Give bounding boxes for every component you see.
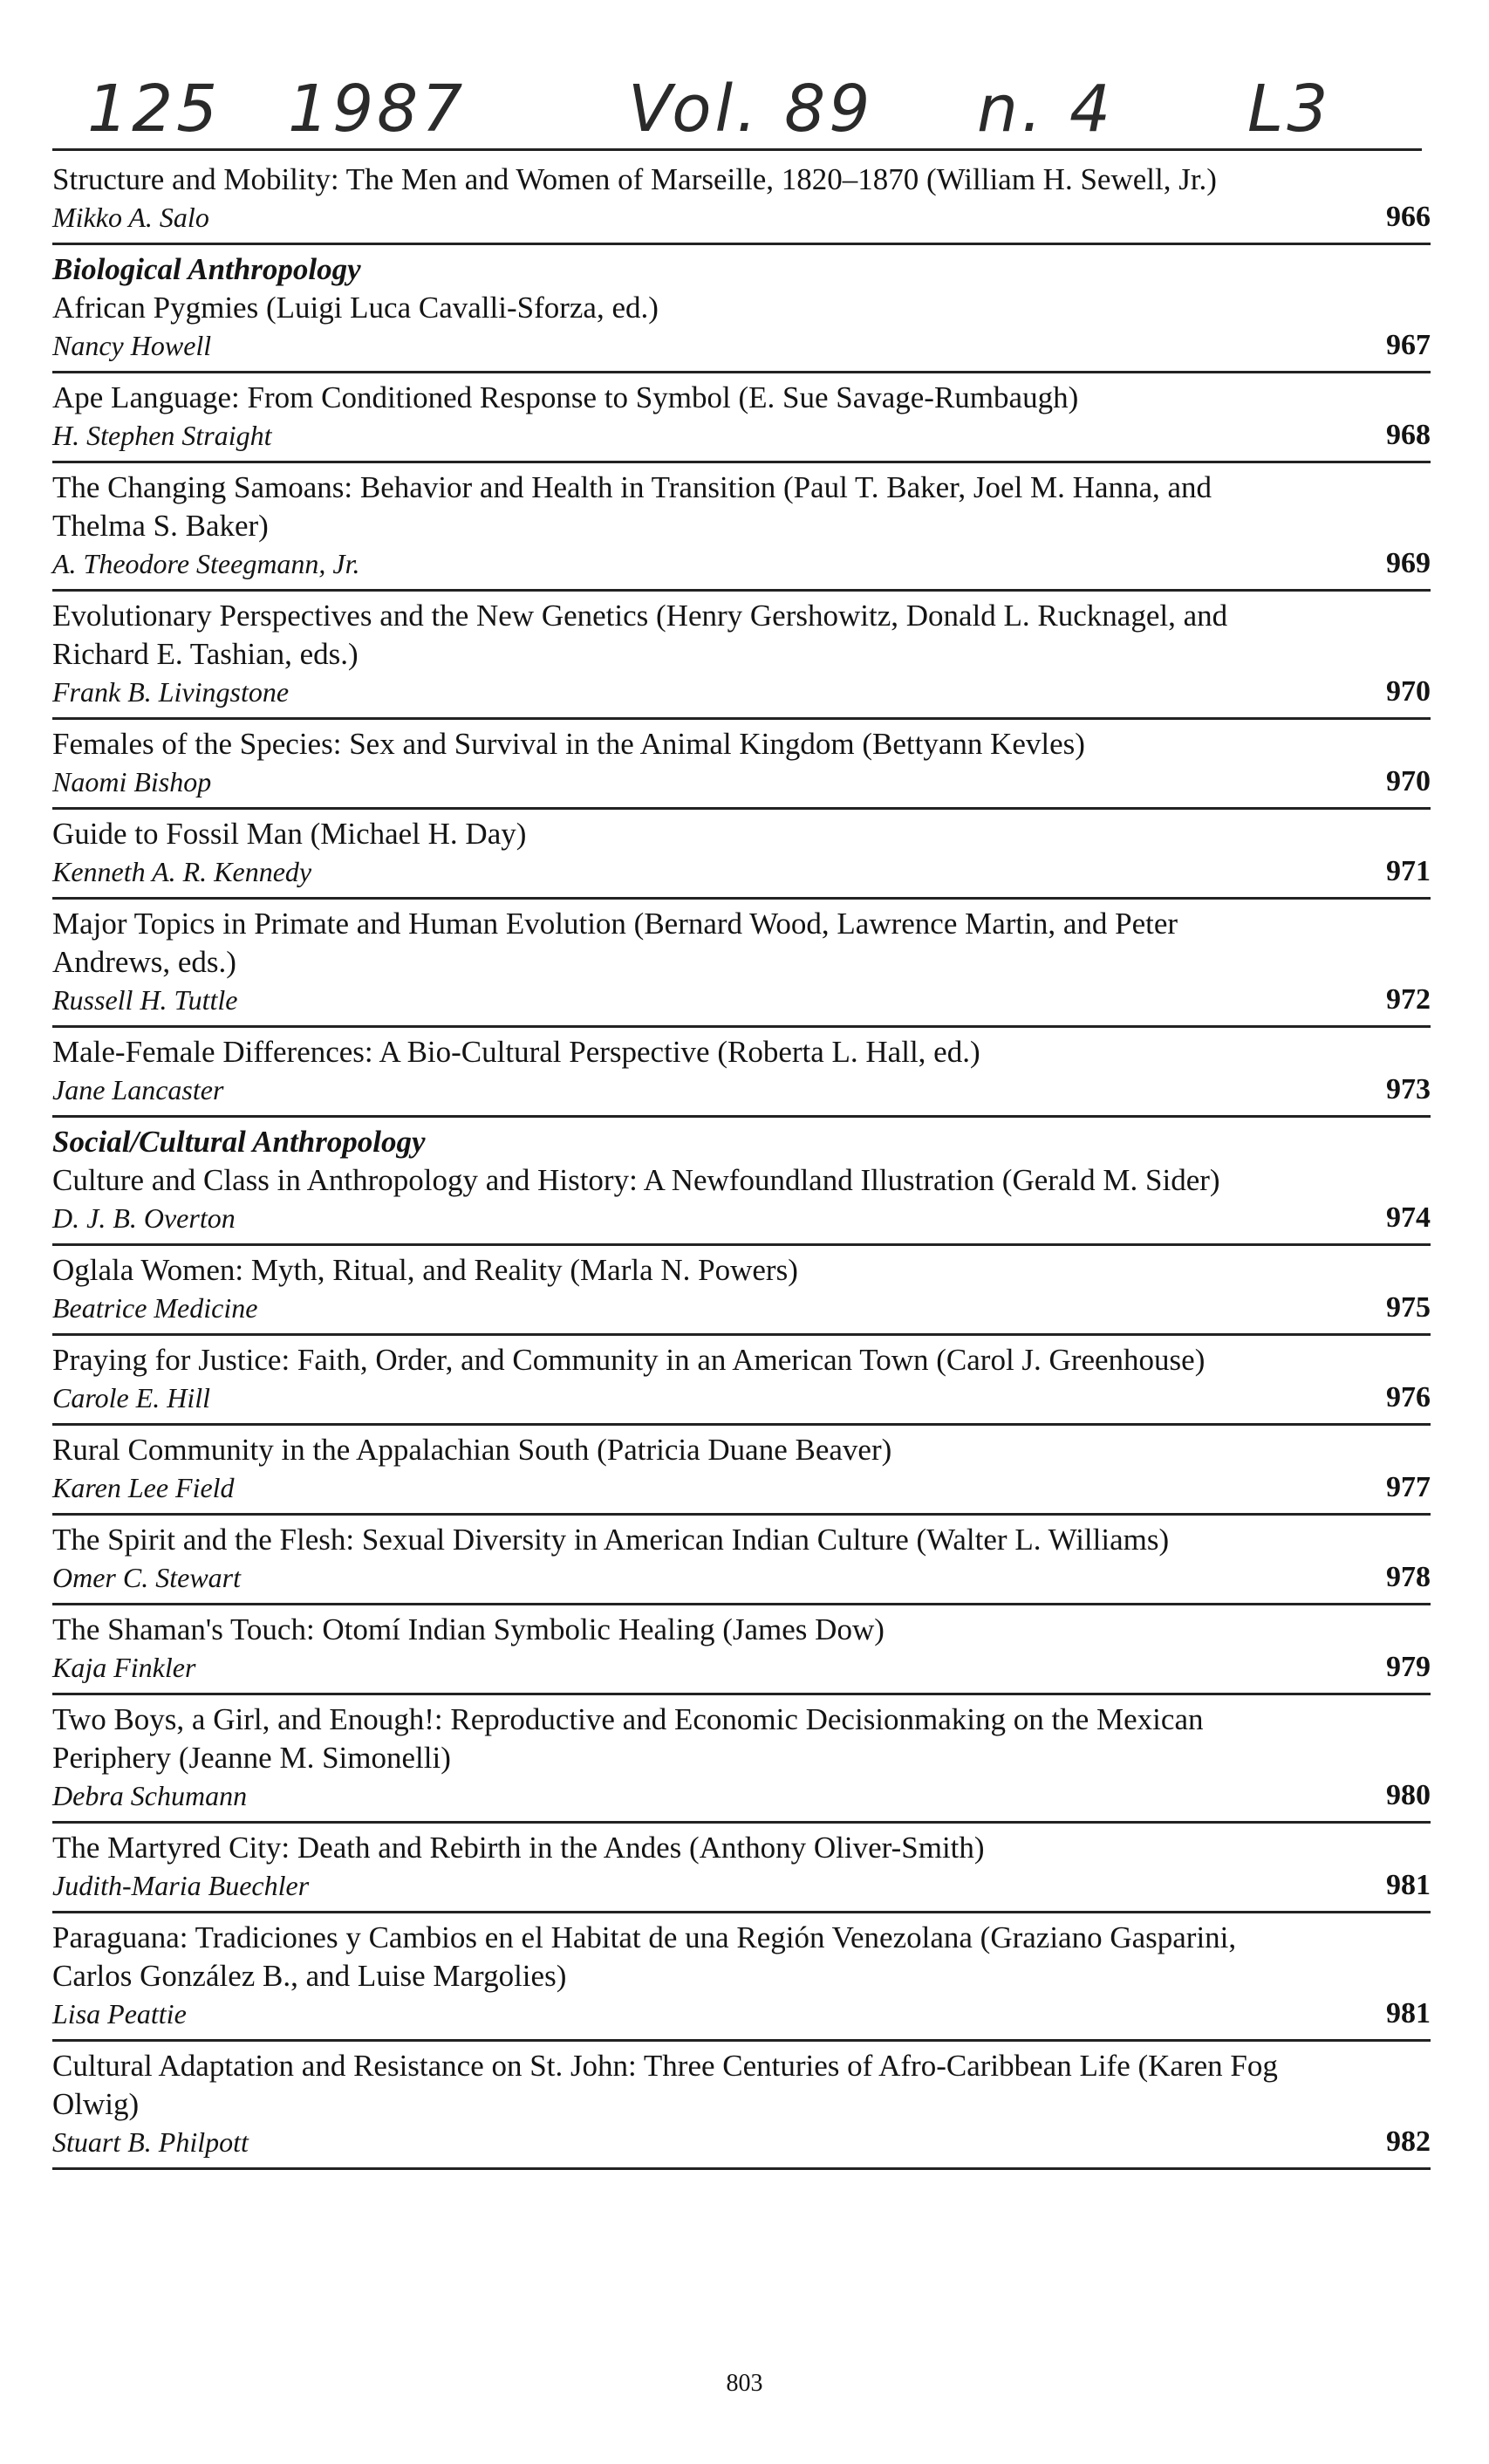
entry-page-number: 981 bbox=[1386, 1997, 1431, 2029]
review-entry bbox=[52, 1118, 1431, 1246]
entry-page-number: 968 bbox=[1386, 419, 1431, 451]
reviewer-name: Debra Schumann bbox=[52, 1780, 248, 1811]
entry-page-number: 974 bbox=[1386, 1201, 1431, 1234]
review-entry bbox=[52, 1246, 1431, 1336]
review-entry bbox=[52, 2042, 1431, 2170]
entry-page-number: 976 bbox=[1386, 1381, 1431, 1413]
handwritten-note-part: L3 bbox=[1247, 72, 1332, 147]
handwritten-note-part: n. 4 bbox=[977, 72, 1115, 147]
entry-page-number: 972 bbox=[1386, 983, 1431, 1016]
reviewer-name: D. J. B. Overton bbox=[52, 1202, 236, 1234]
handwritten-note-part: 125 bbox=[87, 72, 222, 147]
book-title: Paraguana: Tradiciones y Cambios en el Habitat de una Región Venezolana (Graziano Gasparini, Carlos González B., and Luise Margolies) bbox=[52, 1920, 1237, 1993]
review-entry bbox=[52, 720, 1431, 810]
review-entry bbox=[52, 900, 1431, 1028]
section-heading: Social/Cultural Anthropology bbox=[52, 1125, 426, 1159]
reviewer-name: Jane Lancaster bbox=[52, 1074, 224, 1105]
section-heading: Biological Anthropology bbox=[52, 252, 361, 286]
book-title: Ape Language: From Conditioned Response to Symbol (E. Sue Savage-Rumbaugh) bbox=[52, 380, 1079, 414]
review-entry bbox=[52, 155, 1431, 245]
book-title: Females of the Species: Sex and Survival in the Animal Kingdom (Bettyann Kevles) bbox=[52, 727, 1085, 761]
reviewer-name: Lisa Peattie bbox=[52, 1998, 187, 2029]
reviewer-name: Kaja Finkler bbox=[52, 1652, 196, 1683]
handwritten-note-part: Vol. 89 bbox=[628, 72, 874, 147]
reviewer-name: Stuart B. Philpott bbox=[52, 2126, 249, 2158]
reviewer-name: H. Stephen Straight bbox=[52, 420, 272, 451]
review-list bbox=[52, 155, 1431, 2170]
page-number: 803 bbox=[726, 2370, 763, 2397]
book-title: Rural Community in the Appalachian South (Patricia Duane Beaver) bbox=[52, 1433, 892, 1467]
review-entry bbox=[52, 245, 1431, 373]
entry-page-number: 978 bbox=[1386, 1561, 1431, 1593]
review-entry bbox=[52, 1028, 1431, 1118]
reviewer-name: Russell H. Tuttle bbox=[52, 984, 238, 1016]
book-title: The Changing Samoans: Behavior and Health in Transition (Paul T. Baker, Joel M. Hanna, and Thelma S. Baker) bbox=[52, 470, 1212, 543]
entry-page-number: 977 bbox=[1386, 1471, 1431, 1503]
review-entry bbox=[52, 373, 1431, 463]
book-title: Oglala Women: Myth, Ritual, and Reality (Marla N. Powers) bbox=[52, 1253, 798, 1287]
review-entry bbox=[52, 810, 1431, 900]
reviewer-name: Beatrice Medicine bbox=[52, 1292, 258, 1324]
top-rule bbox=[52, 148, 1422, 151]
review-entry bbox=[52, 1824, 1431, 1913]
review-entry bbox=[52, 1516, 1431, 1605]
review-entry bbox=[52, 1695, 1431, 1824]
entry-page-number: 970 bbox=[1386, 675, 1431, 708]
handwritten-note bbox=[87, 63, 1431, 159]
reviewer-name: Kenneth A. R. Kennedy bbox=[52, 856, 312, 887]
book-title: Praying for Justice: Faith, Order, and Community in an American Town (Carol J. Greenhouse) bbox=[52, 1343, 1206, 1377]
handwritten-note-part: 1987 bbox=[288, 72, 467, 147]
book-title: The Spirit and the Flesh: Sexual Diversity in American Indian Culture (Walter L. Williams) bbox=[52, 1523, 1170, 1557]
reviewer-name: Carole E. Hill bbox=[52, 1382, 211, 1413]
book-title: Guide to Fossil Man (Michael H. Day) bbox=[52, 817, 527, 851]
reviewer-name: A. Theodore Steegmann, Jr. bbox=[52, 548, 360, 579]
book-title: Evolutionary Perspectives and the New Genetics (Henry Gershowitz, Donald L. Rucknagel, and Richard E. Tashian, eds.) bbox=[52, 599, 1228, 671]
book-title: African Pygmies (Luigi Luca Cavalli-Sforza, ed.) bbox=[52, 291, 659, 325]
reviewer-name: Mikko A. Salo bbox=[52, 202, 209, 233]
book-title: Culture and Class in Anthropology and History: A Newfoundland Illustration (Gerald M. Sider) bbox=[52, 1163, 1220, 1197]
book-title: Two Boys, a Girl, and Enough!: Reproductive and Economic Decisionmaking on the Mexican Periphery (Jeanne M. Simonelli) bbox=[52, 1702, 1204, 1775]
book-title: The Martyred City: Death and Rebirth in the Andes (Anthony Oliver-Smith) bbox=[52, 1831, 985, 1865]
reviewer-name: Karen Lee Field bbox=[52, 1472, 235, 1503]
entry-page-number: 973 bbox=[1386, 1073, 1431, 1105]
entry-page-number: 971 bbox=[1386, 855, 1431, 887]
entry-page-number: 970 bbox=[1386, 765, 1431, 797]
entry-page-number: 981 bbox=[1386, 1869, 1431, 1901]
reviewer-name: Judith-Maria Buechler bbox=[52, 1870, 310, 1901]
reviewer-name: Nancy Howell bbox=[52, 330, 212, 361]
book-title: Structure and Mobility: The Men and Women of Marseille, 1820–1870 (William H. Sewell, Jr.) bbox=[52, 162, 1217, 196]
review-entry bbox=[52, 1913, 1431, 2042]
reviewer-name: Frank B. Livingstone bbox=[52, 676, 290, 708]
book-title: Cultural Adaptation and Resistance on St. John: Three Centuries of Afro-Caribbean Life (Karen Fog Olwig) bbox=[52, 2049, 1278, 2121]
book-title: The Shaman's Touch: Otomí Indian Symbolic Healing (James Dow) bbox=[52, 1612, 885, 1646]
review-entry bbox=[52, 463, 1431, 592]
entry-page-number: 969 bbox=[1386, 547, 1431, 579]
entry-page-number: 980 bbox=[1386, 1779, 1431, 1811]
review-entry bbox=[52, 1605, 1431, 1695]
review-entry bbox=[52, 1336, 1431, 1426]
entry-page-number: 967 bbox=[1386, 329, 1431, 361]
review-entry bbox=[52, 592, 1431, 720]
entry-page-number: 982 bbox=[1386, 2125, 1431, 2158]
entry-page-number: 966 bbox=[1386, 201, 1431, 233]
reviewer-name: Omer C. Stewart bbox=[52, 1562, 241, 1593]
entry-page-number: 979 bbox=[1386, 1651, 1431, 1683]
entry-page-number: 975 bbox=[1386, 1291, 1431, 1324]
book-title: Major Topics in Primate and Human Evolution (Bernard Wood, Lawrence Martin, and Peter Andrews, eds.) bbox=[52, 907, 1178, 979]
review-entry bbox=[52, 1426, 1431, 1516]
reviewer-name: Naomi Bishop bbox=[52, 766, 212, 797]
book-title: Male-Female Differences: A Bio-Cultural Perspective (Roberta L. Hall, ed.) bbox=[52, 1035, 980, 1069]
